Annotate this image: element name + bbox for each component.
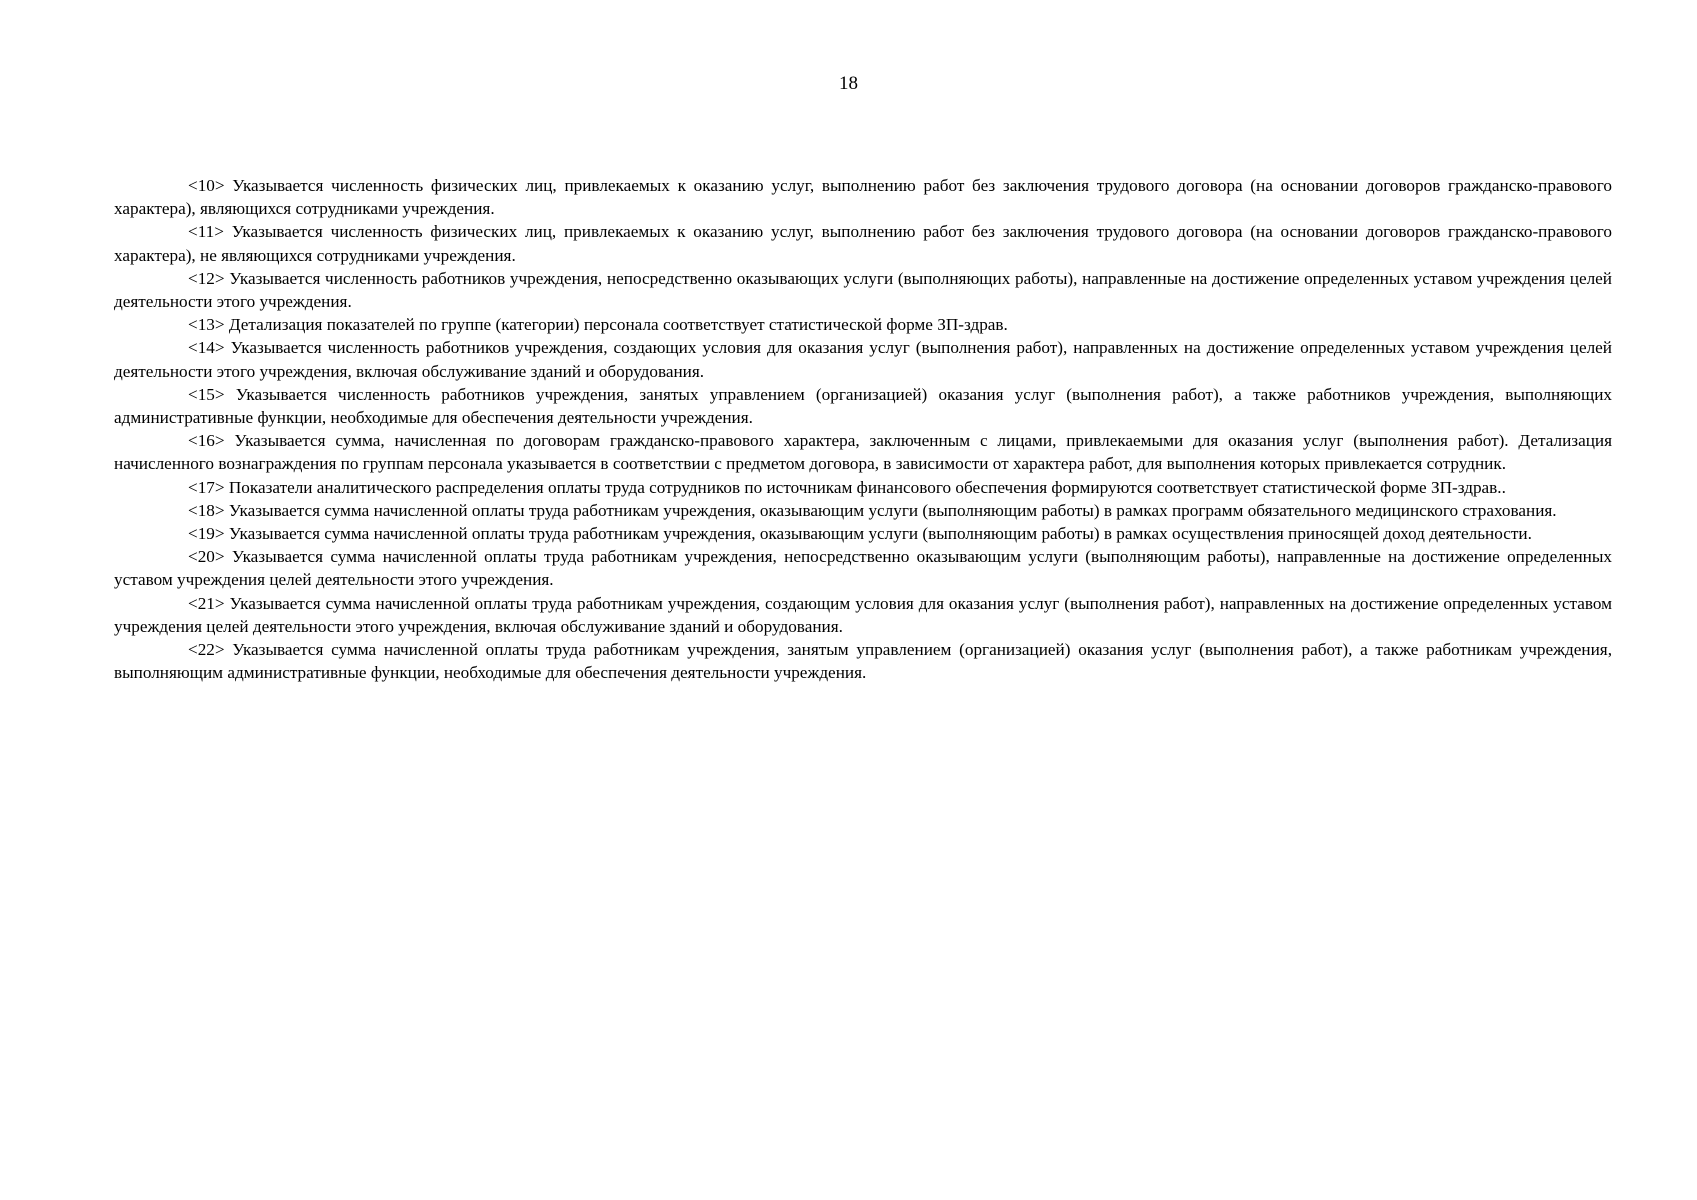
footnote-20: <20> Указывается сумма начисленной оплаты труда работникам учреждения, непосредственно оказывающим услуги (выполняющим работы), направленные на достижение определенных уставом учреждения целей деятельности этого учреждения.	[114, 547, 1612, 590]
footnote-21: <21> Указывается сумма начисленной оплаты труда работникам учреждения, создающим условия для оказания услуг (выполнения работ), направленных на достижение определенных уставом учреждения целей деятельности этого учреждения, включая обслуживание зданий и оборудования.	[114, 593, 1612, 636]
footnote-11: <11> Указывается численность физических лиц, привлекаемых к оказанию услуг, выполнению работ без заключения трудового договора (на основании договоров гражданско-правового характера), не являющихся сотрудниками учреждения.	[114, 222, 1612, 265]
footnote-10: <10> Указывается численность физических лиц, привлекаемых к оказанию услуг, выполнению работ без заключения трудового договора (на основании договоров гражданско-правового характера), являющихся сотрудниками учреждения.	[114, 176, 1612, 219]
footnote-17: <17> Показатели аналитического распределения оплаты труда сотрудников по источникам финансового обеспечения формируются соответствует статистической форме ЗП-здрав..	[188, 477, 1506, 497]
footnote-19: <19> Указывается сумма начисленной оплаты труда работникам учреждения, оказывающим услуги (выполняющим работы) в рамках осуществления приносящей доход деятельности.	[188, 524, 1532, 544]
footnote-14: <14> Указывается численность работников учреждения, создающих условия для оказания услуг (выполнения работ), направленных на достижение определенных уставом учреждения целей деятельности этого учреждения, включая обслуживание зданий и оборудования.	[114, 338, 1612, 381]
footnote-16: <16> Указывается сумма, начисленная по договорам гражданско-правового характера, заключенным с лицами, привлекаемыми для оказания услуг (выполнения работ). Детализация начисленного вознаграждения по группам персонала указывается в соответствии с предметом договора, в зависимости от характера работ, для выполнения которых привлекается сотрудник.	[114, 431, 1612, 474]
footnote-13: <13> Детализация показателей по группе (категории) персонала соответствует статистической форме ЗП-здрав.	[188, 315, 1008, 335]
footnote-15: <15> Указывается численность работников учреждения, занятых управлением (организацией) оказания услуг (выполнения работ), а также работников учреждения, выполняющих административные функции, необходимые для обеспечения деятельности учреждения.	[114, 384, 1612, 428]
footnotes	[114, 174, 1612, 684]
footnote-12: <12> Указывается численность работников учреждения, непосредственно оказывающих услуги (выполняющих работы), направленные на достижение определенных уставом учреждения целей деятельности этого учреждения.	[114, 268, 1612, 312]
footnote-22: <22> Указывается сумма начисленной оплаты труда работникам учреждения, занятым управлением (организацией) оказания услуг (выполнения работ), а также работникам учреждения, выполняющим административные функции, необходимые для обеспечения деятельности учреждения.	[114, 640, 1612, 683]
page-number: 18	[839, 73, 858, 94]
footnote-18: <18> Указывается сумма начисленной оплаты труда работникам учреждения, оказывающим услуги (выполняющим работы) в рамках программ обязательного медицинского страхования.	[188, 500, 1557, 520]
